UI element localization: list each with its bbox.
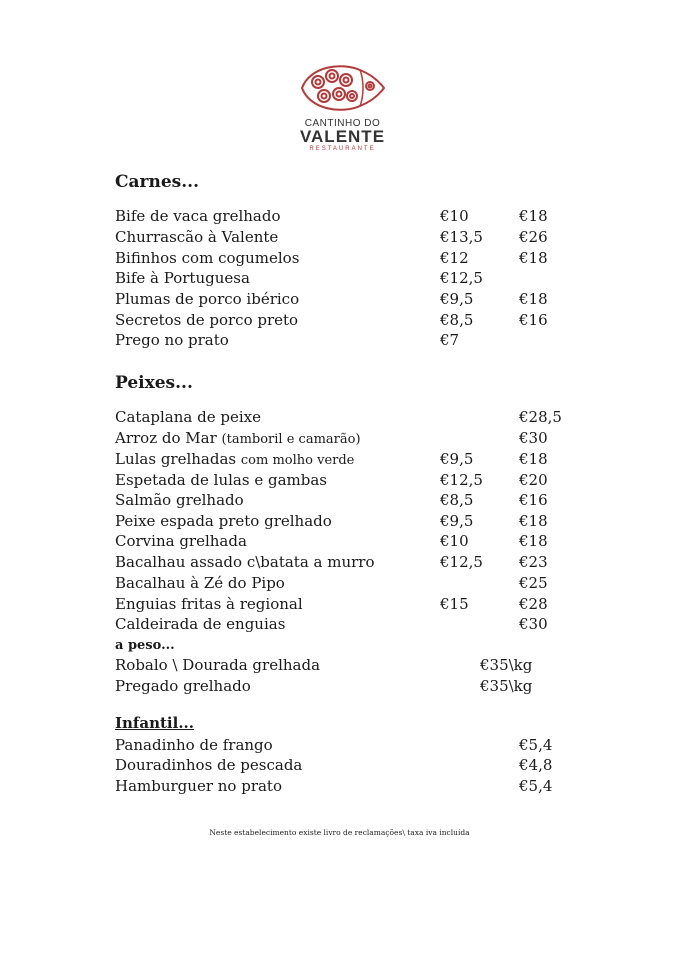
- restaurant-logo: [290, 60, 395, 160]
- dish-price-half: €8,5: [440, 311, 474, 329]
- menu-row: [0, 331, 679, 351]
- menu-row: [0, 595, 679, 615]
- dish-price-full: €30: [519, 429, 548, 447]
- dish-name: Espetada de lulas e gambas: [115, 471, 327, 489]
- section-subtitle-a-peso: a peso...: [115, 638, 175, 653]
- dish-name: Secretos de porco preto: [115, 311, 299, 329]
- dish-price-half: €12: [440, 249, 469, 267]
- dish-name: Bacalhau assado c\batata a murro: [115, 553, 375, 571]
- dish-name: Bife de vaca grelhado: [115, 207, 281, 225]
- dish-name: Peixe espada preto grelhado: [115, 512, 332, 530]
- footer-note: Neste estabelecimento existe livro de reclamações\ taxa iva incluída: [209, 828, 470, 837]
- menu-row: [0, 491, 679, 511]
- dish-price: €4,8: [519, 756, 553, 774]
- dish-price-full: €18: [519, 249, 548, 267]
- dish-price: €5,4: [519, 736, 553, 754]
- menu-row: [0, 677, 679, 697]
- logo-text-line1: CANTINHO DO: [304, 118, 381, 129]
- menu-row: [0, 207, 679, 227]
- dish-name: Plumas de porco ibérico: [115, 290, 300, 308]
- dish-price-full: €18: [519, 512, 548, 530]
- menu-row: [0, 290, 679, 310]
- dish-price-full: €26: [519, 228, 548, 246]
- menu-row: [0, 471, 679, 491]
- dish-price-per-kg: €35\kg: [480, 677, 533, 695]
- fish-logo-icon: [298, 60, 388, 116]
- dish-price-half: €12,5: [440, 553, 483, 571]
- dish-name: Lulas grelhadas com molho verde: [115, 450, 355, 468]
- dish-price-full: €18: [519, 450, 548, 468]
- section-title-infantil: Infantil...: [115, 714, 194, 732]
- menu-row: [0, 512, 679, 532]
- dish-name: Enguias fritas à regional: [115, 595, 303, 613]
- section-title-carnes: Carnes...: [115, 172, 200, 192]
- dish-price-half: €13,5: [440, 228, 483, 246]
- dish-price: €5,4: [519, 777, 553, 795]
- dish-price-half: €15: [440, 595, 469, 613]
- menu-row: [0, 269, 679, 289]
- menu-row: [0, 756, 679, 776]
- dish-price-full: €18: [519, 290, 548, 308]
- dish-price-half: €12,5: [440, 269, 483, 287]
- dish-price-full: €28: [519, 595, 548, 613]
- logo-text-line3: RESTAURANTE: [309, 146, 376, 152]
- dish-name: Robalo \ Dourada grelhada: [115, 656, 321, 674]
- section-title-peixes: Peixes...: [115, 373, 193, 393]
- menu-row: [0, 736, 679, 756]
- menu-row: [0, 553, 679, 573]
- dish-name: Douradinhos de pescada: [115, 756, 303, 774]
- dish-name: Prego no prato: [115, 331, 229, 349]
- dish-price-half: €7: [440, 331, 460, 349]
- dish-price-half: €9,5: [440, 450, 474, 468]
- dish-name: Hamburguer no prato: [115, 777, 282, 795]
- dish-name: Panadinho de frango: [115, 736, 273, 754]
- dish-price-half: €10: [440, 207, 469, 225]
- menu-row: [0, 615, 679, 635]
- dish-name: Arroz do Mar (tamboril e camarão): [115, 429, 361, 447]
- menu-row: [0, 311, 679, 331]
- dish-price-half: €8,5: [440, 491, 474, 509]
- dish-name: Pregado grelhado: [115, 677, 251, 695]
- dish-price-full: €25: [519, 574, 548, 592]
- logo-text-line2: VALENTE: [299, 127, 386, 146]
- dish-price-per-kg: €35\kg: [480, 656, 533, 674]
- dish-price-full: €16: [519, 311, 548, 329]
- dish-name: Caldeirada de enguias: [115, 615, 286, 633]
- menu-row: [0, 429, 679, 449]
- dish-name: Salmão grelhado: [115, 491, 244, 509]
- dish-name: Churrascão à Valente: [115, 228, 279, 246]
- menu-row: [0, 777, 679, 797]
- dish-price-full: €23: [519, 553, 548, 571]
- dish-name: Corvina grelhada: [115, 532, 247, 550]
- menu-row: [0, 408, 679, 428]
- dish-price-full: €20: [519, 471, 548, 489]
- menu-row: [0, 450, 679, 470]
- menu-row: [0, 249, 679, 269]
- dish-price-full: €18: [519, 532, 548, 550]
- dish-price-full: €16: [519, 491, 548, 509]
- dish-name: Cataplana de peixe: [115, 408, 261, 426]
- dish-price-half: €9,5: [440, 512, 474, 530]
- dish-name: Bacalhau à Zé do Pipo: [115, 574, 285, 592]
- menu-row: [0, 656, 679, 676]
- menu-row: [0, 228, 679, 248]
- dish-price-half: €10: [440, 532, 469, 550]
- dish-price-full: €18: [519, 207, 548, 225]
- dish-name: Bife à Portuguesa: [115, 269, 250, 287]
- menu-row: [0, 574, 679, 594]
- dish-price-full: €28,5: [519, 408, 562, 426]
- dish-price-full: €30: [519, 615, 548, 633]
- menu-row: [0, 532, 679, 552]
- dish-name: Bifinhos com cogumelos: [115, 249, 300, 267]
- dish-price-half: €9,5: [440, 290, 474, 308]
- dish-price-half: €12,5: [440, 471, 483, 489]
